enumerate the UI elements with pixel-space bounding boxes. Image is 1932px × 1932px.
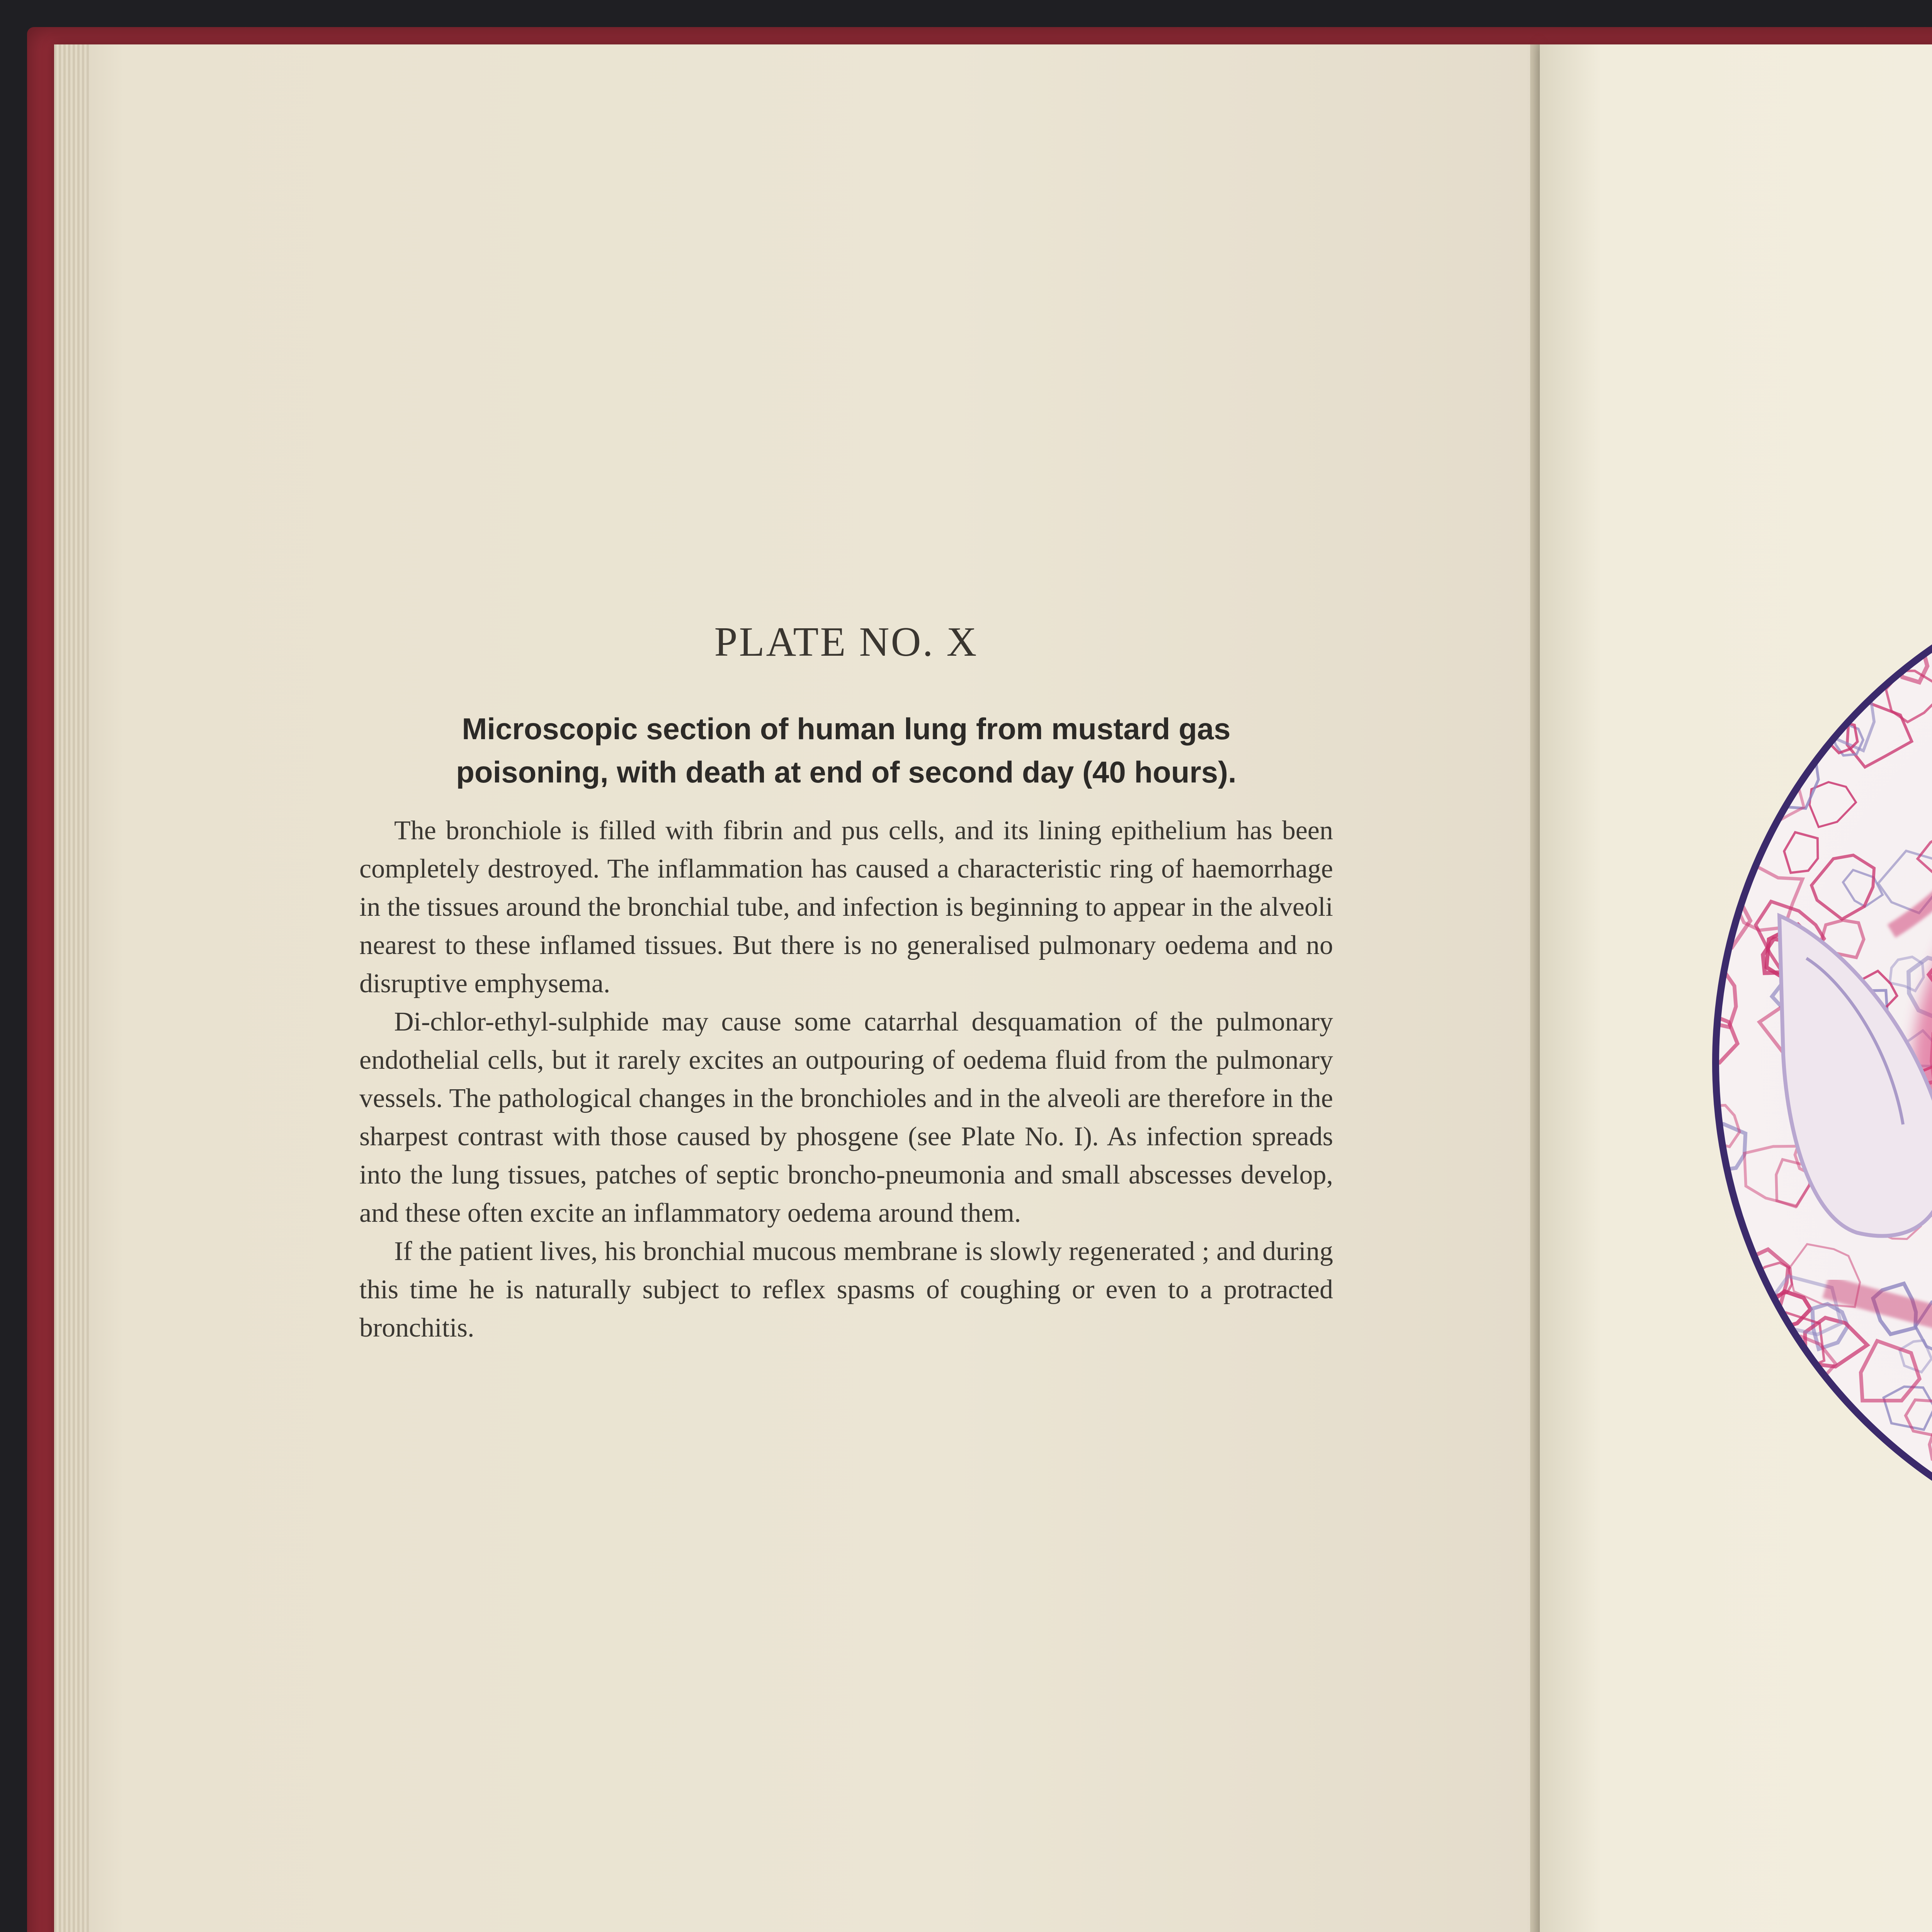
alveolus-mark (1727, 742, 1777, 789)
alveolus-mark (1787, 629, 1827, 672)
alveolus-mark (1782, 1513, 1846, 1573)
alveolus-mark (1774, 1406, 1805, 1441)
alveolus-mark (1748, 607, 1782, 642)
alveolus-mark (1849, 1516, 1887, 1553)
alveolus-mark (1756, 594, 1794, 636)
alveolus-mark (1726, 1491, 1786, 1549)
alveolus-mark (1896, 1533, 1932, 1573)
alveolus-mark (1775, 1386, 1808, 1414)
plate-heading: PLATE NO. X (714, 619, 978, 665)
alveolus-mark (1779, 1377, 1811, 1410)
alveolus-mark (1710, 816, 1730, 851)
alveolus-mark (1724, 1518, 1761, 1557)
alveolus-mark (1710, 1523, 1772, 1573)
paragraph-3: If the patient lives, his bronchial mucous membrane is slowly regenerated ; and during this time he is naturally subject to reflex spasms of coughing or even to a protracted bronchitis. (359, 1236, 1333, 1343)
paragraph-2: Di-chlor-ethyl-sulphide may cause some catarrhal desquamation of the pulmonary endothelial cells, but it rarely excites an outpouring of oedema fluid from the pulmonary vessels. The pathological changes in the bronchioles and in the alveoli are therefore in the sharpest contrast with those caused by phosgene (see Plate No. I). As infection spreads into the lung tissues, patches of septic broncho-pneumonia and small abscesses develop, and these often excite an inflammatory oedema around them. (359, 1007, 1333, 1228)
alveolus-mark (1763, 626, 1814, 681)
alveolus-mark (1710, 1321, 1747, 1391)
alveolus-mark (1710, 761, 1766, 824)
body-text (359, 811, 1333, 1347)
alveolus-mark (1887, 553, 1932, 605)
alveolus-mark (1710, 626, 1759, 681)
alveolus-mark (1785, 1496, 1823, 1537)
alveolus-mark (1863, 641, 1896, 673)
plate-subtitle (355, 707, 1337, 794)
alveolus-mark (1739, 614, 1783, 668)
alveolus-mark (1710, 1417, 1764, 1479)
alveolus-mark (1719, 718, 1759, 764)
alveolus-mark (1893, 577, 1925, 605)
alveolus-mark (1914, 553, 1932, 588)
alveolus-mark (1750, 742, 1784, 779)
subtitle-line-2: poisoning, with death at end of second day (40 hours). (456, 755, 1236, 789)
paragraph-1: The bronchiole is filled with fibrin and pus cells, and its lining epithelium has been completely destroyed. The inflammation has caused a characteristic ring of haemorrhage in the tissues around the bronchial tube, and infection is beginning to appear in the alveoli nearest to these inflamed tissues. But there is no generalised pulmonary oedema and no disruptive emphysema. (359, 816, 1333, 998)
alveolus-mark (1854, 624, 1891, 661)
alveolus-mark (1852, 553, 1914, 588)
alveolus-mark (1731, 1317, 1783, 1355)
alveolus-mark (1759, 1536, 1810, 1573)
alveolus-mark (1800, 562, 1861, 628)
alveolus-mark (1847, 1435, 1877, 1466)
lung-section-illustration (1710, 553, 1932, 1573)
alveolus-mark (1710, 1336, 1731, 1366)
alveolus-mark (1774, 1471, 1836, 1529)
alveolus-mark (1847, 553, 1899, 580)
alveolus-mark (1786, 626, 1821, 661)
alveolus-mark (1809, 553, 1853, 606)
subtitle-line-1: Microscopic section of human lung from mustard gas (462, 712, 1231, 746)
alveolus-mark (1757, 1355, 1811, 1421)
alveolus-mark (1739, 635, 1776, 675)
